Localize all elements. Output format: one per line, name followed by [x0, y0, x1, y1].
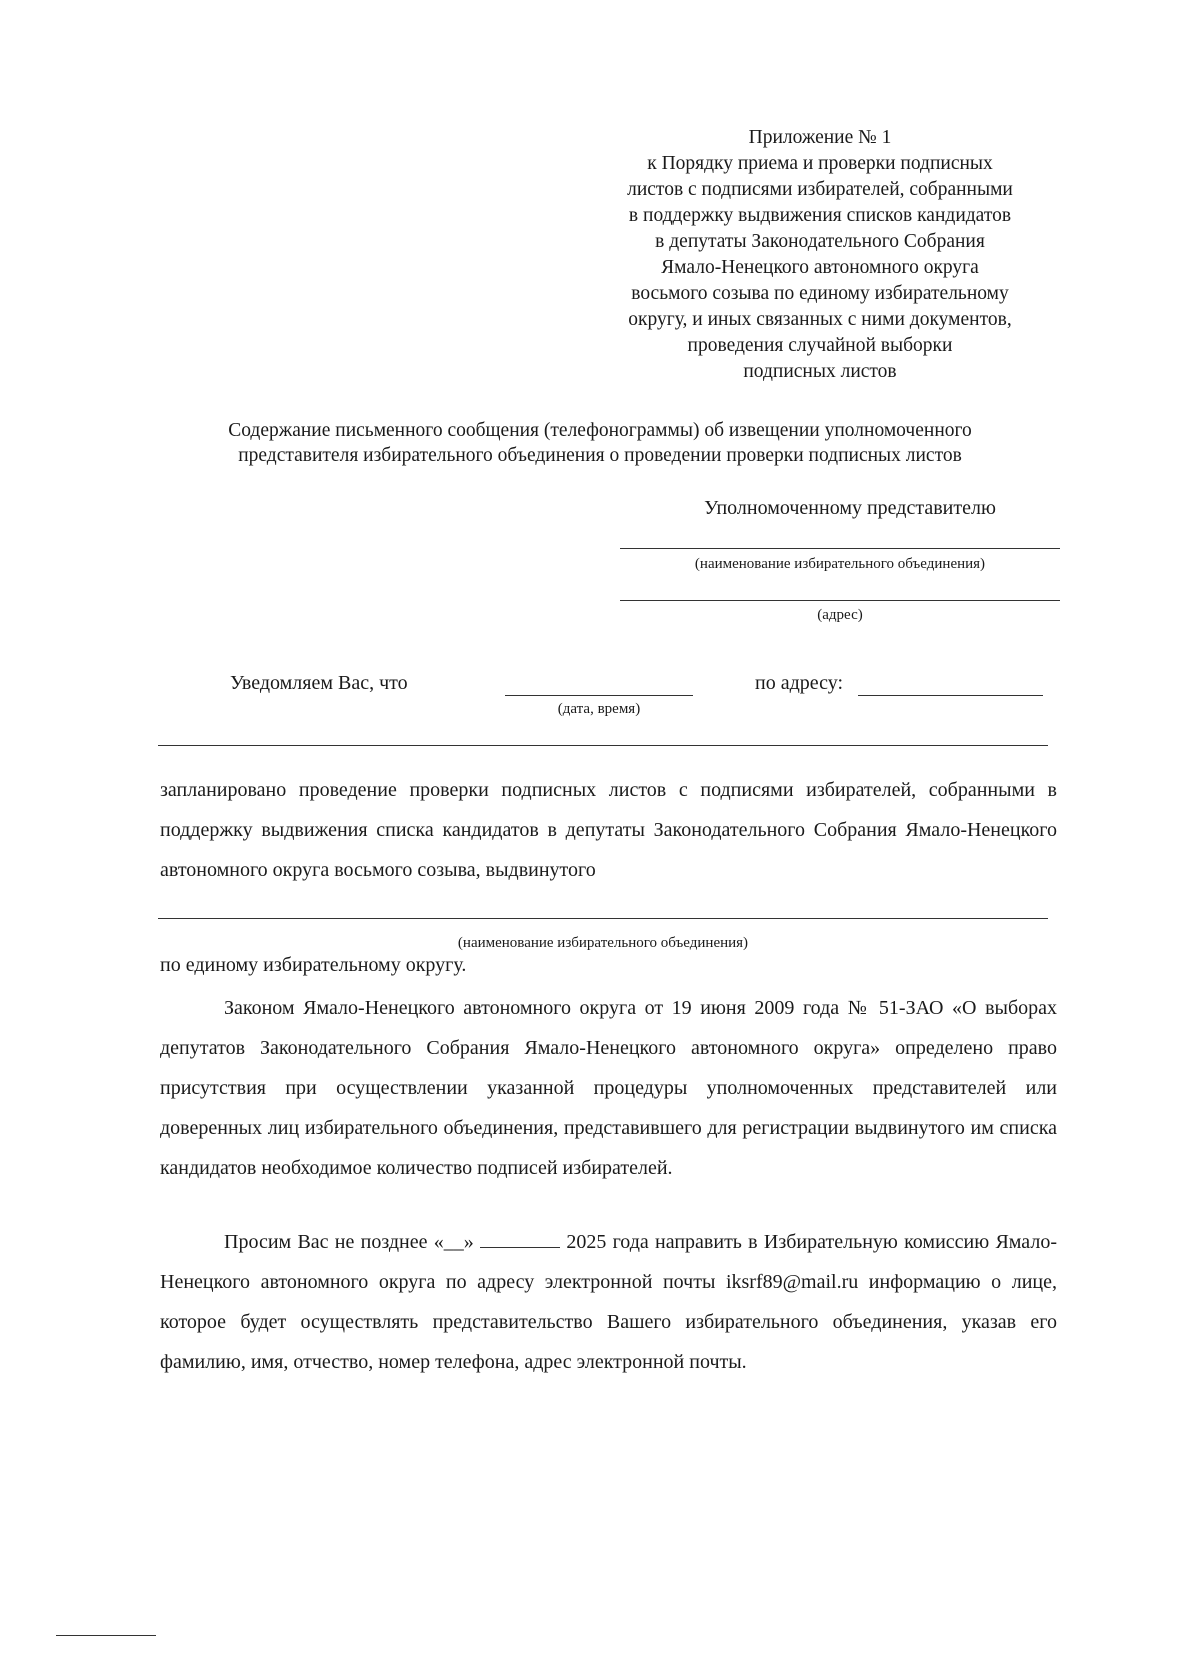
notice-address-label: по адресу:: [755, 672, 844, 694]
recipient-label: Уполномоченному представителю: [704, 497, 996, 519]
notice-lead: Уведомляем Вас, что: [230, 672, 408, 694]
appendix-line: листов с подписями избирателей, собранными: [627, 179, 1013, 200]
appendix-line: в депутаты Законодательного Собрания: [655, 231, 985, 252]
footnote-separator: [56, 1635, 156, 1636]
appendix-line: проведения случайной выборки: [687, 335, 953, 356]
title-line-1: Содержание письменного сообщения (телефонограммы) об извещении уполномоченного: [228, 420, 972, 441]
address-line: [620, 600, 1060, 601]
body-paragraph-2: Законом Ямало-Ненецкого автономного округа от 19 июня 2009 года № 51-ЗАО «О выборах депутатов Законодательного Собрания Ямало-Ненецкого автономного округа» определено право присутствия при осуществлении указанной процедуры уполномоченных представителей или доверенных лиц избирательного объединения, представившего для регистрации выдвинутого им списка кандидатов необходимое количество подписей избирателей.: [160, 997, 1057, 1179]
appendix-line: Ямало-Ненецкого автономного округа: [661, 257, 979, 278]
deadline-rest: 2025 года направить в Избирательную комиссию Ямало-Ненецкого автономного округа по адресу электронной почты iksrf89@mail.ru информацию о лице, которое будет осуществлять представительство Вашего избирательного объединения, указав его фамилию, имя, отчество, номер телефона, адрес электронной почты.: [160, 1231, 1057, 1373]
datetime-caption: (дата, время): [557, 701, 641, 717]
appendix-line: Приложение № 1: [748, 127, 892, 148]
appendix-header: [560, 125, 1080, 385]
document-title: [100, 418, 1100, 468]
full-width-line: [158, 745, 1048, 746]
party-caption-body: (наименование избирательного объединения): [457, 935, 749, 951]
body-paragraph-1-end: по единому избирательному округу.: [160, 954, 467, 976]
party-line-body: [158, 918, 1048, 919]
appendix-line: к Порядку приема и проверки подписных: [647, 153, 993, 174]
address-caption: (адрес): [817, 607, 863, 623]
appendix-line: в поддержку выдвижения списков кандидатов: [628, 205, 1012, 226]
deadline-start: Просим Вас не позднее «__»: [224, 1231, 474, 1253]
title-line-2: представителя избирательного объединения о проведении проверки подписных листов: [238, 445, 962, 466]
party-name-caption: (наименование избирательного объединения): [694, 556, 986, 572]
appendix-line: округу, и иных связанных с ними документов,: [628, 309, 1012, 330]
notice-address-line: [858, 695, 1043, 696]
appendix-line: восьмого созыва по единому избирательному: [631, 283, 1009, 304]
datetime-line: [505, 695, 693, 696]
body-paragraph-1: запланировано проведение проверки подписных листов с подписями избирателей, собранными в поддержку выдвижения списка кандидатов в депутаты Законодательного Собрания Ямало-Ненецкого автономного округа восьмого созыва, выдвинутого: [160, 779, 1057, 881]
deadline-month-blank: [480, 1227, 560, 1248]
body-paragraph-3: [160, 1222, 1057, 1382]
appendix-line: подписных листов: [743, 361, 897, 382]
party-name-line: [620, 548, 1060, 549]
